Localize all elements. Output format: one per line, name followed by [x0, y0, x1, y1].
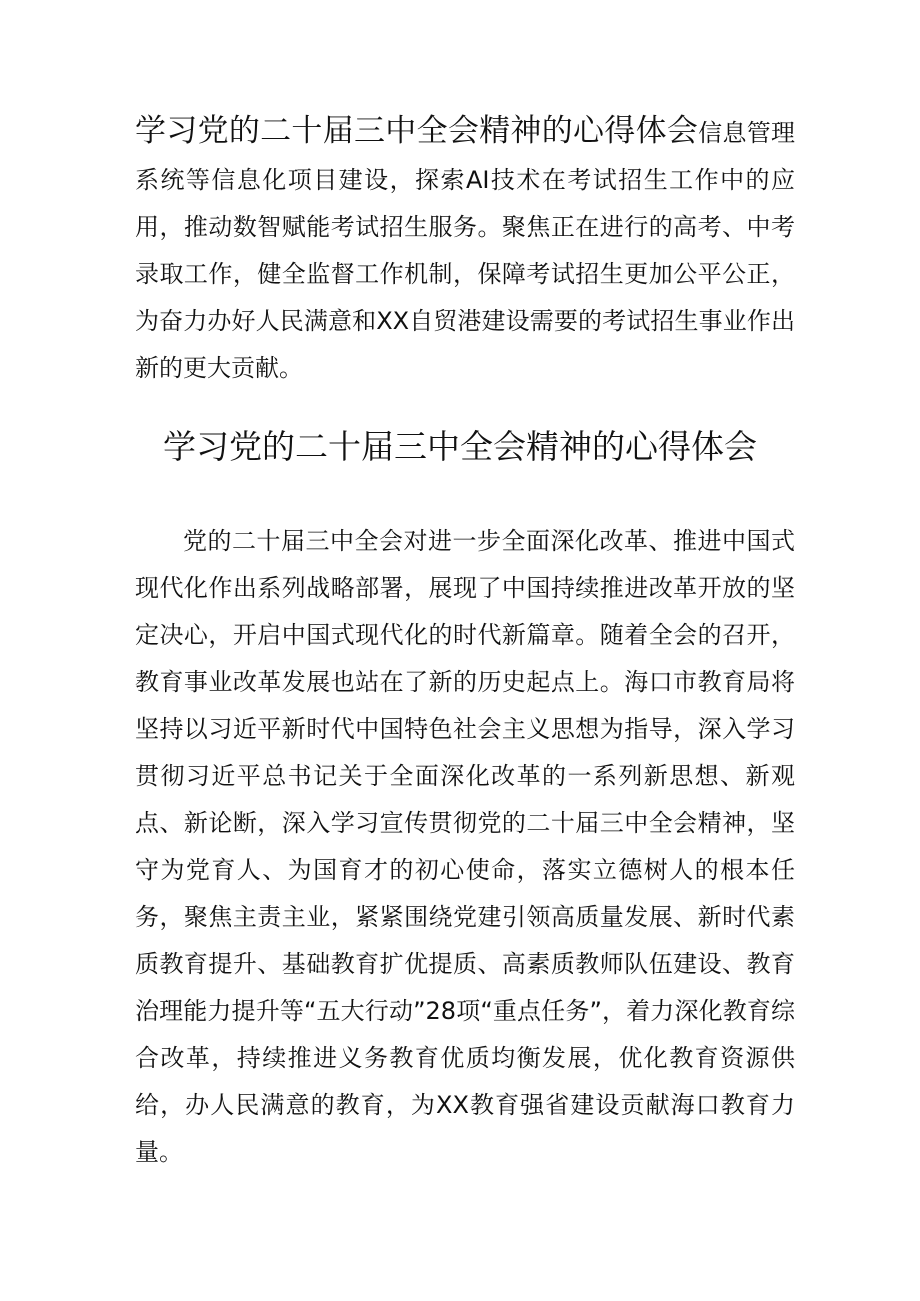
inline-heading: 学习党的二十届三中全会精神的心得体会 — [135, 113, 699, 149]
document-title: 学习党的二十届三中全会精神的心得体会 — [163, 427, 757, 466]
paragraph-continuation — [135, 108, 795, 392]
paragraph-continuation-text: 信息管理系统等信息化项目建设，探索AI技术在考试招生工作中的应用，推动数智赋能考试招生服务。聚焦正在进行的高考、中考录取工作，健全监督工作机制，保障考试招生更加公平公正，为奋力办好人民满意和XX自贸港建设需要的考试招生事业作出新的更大贡献。 — [135, 119, 796, 382]
body-paragraph: 党的二十届三中全会对进一步全面深化改革、推进中国式现代化作出系列战略部署，展现了中国持续推进改革开放的坚定决心，开启中国式现代化的时代新篇章。随着全会的召开，教育事业改革发展也站在了新的历史起点上。海口市教育局将坚持以习近平新时代中国特色社会主义思想为指导，深入学习贯彻习近平总书记关于全面深化改革的一系列新思想、新观点、新论断，深入学习宣传贯彻党的二十届三中全会精神，坚守为党育人、为国育才的初心使命，落实立德树人的根本任务，聚焦主责主业，紧紧围绕党建引领高质量发展、新时代素质教育提升、基础教育扩优提质、高素质教师队伍建设、教育治理能力提升等“五大行动”28项“重点任务”，着力深化教育综合改革，持续推进义务教育优质均衡发展，优化教育资源供给，办人民满意的教育，为XX教育强省建设贡献海口教育力量。 — [135, 527, 795, 1166]
